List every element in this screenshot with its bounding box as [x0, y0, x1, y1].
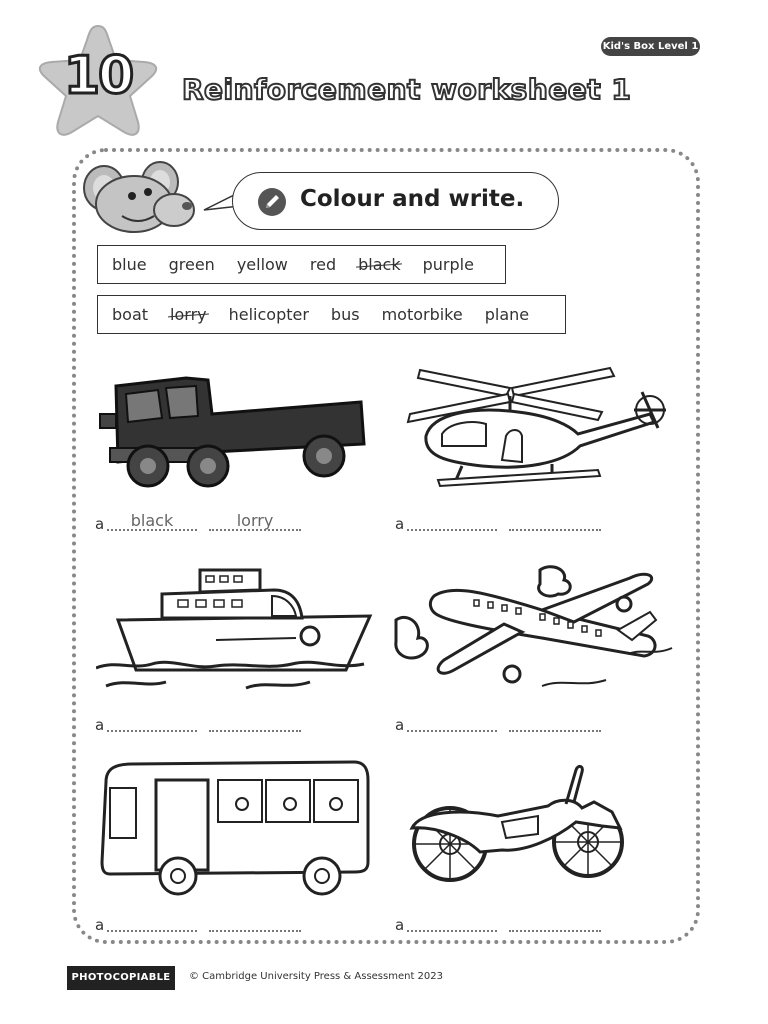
- colour-blank[interactable]: [407, 529, 497, 531]
- colour-word: green: [168, 255, 215, 274]
- colour-word: blue: [112, 255, 147, 274]
- colour-word: yellow: [236, 255, 288, 274]
- photocopiable-badge: PHOTOCOPIABLE: [67, 966, 175, 990]
- vehicle-blank[interactable]: [509, 930, 601, 932]
- article-label: a: [395, 916, 405, 934]
- colour-blank[interactable]: [107, 730, 197, 732]
- pencil-icon: [257, 187, 287, 217]
- unit-number: 10: [63, 46, 133, 106]
- article-label: a: [95, 716, 105, 734]
- vehicle-blank[interactable]: [509, 730, 601, 732]
- level-badge: Kid's Box Level 1: [601, 37, 700, 56]
- vehicle-word: motorbike: [381, 305, 463, 324]
- vehicle-answer: lorry: [236, 511, 274, 530]
- copyright-text: © Cambridge University Press & Assessment 2023: [189, 971, 444, 982]
- answer-line: [95, 716, 305, 736]
- colour-word: red: [309, 255, 337, 274]
- plane-picture: [392, 558, 682, 693]
- colour-answer: black: [130, 511, 174, 530]
- colour-blank[interactable]: [407, 730, 497, 732]
- answer-line: [95, 916, 305, 936]
- article-label: a: [395, 716, 405, 734]
- boat-picture: [96, 566, 378, 696]
- vehicle-word: helicopter: [228, 305, 309, 324]
- vehicle-word-crossed: lorry: [170, 305, 207, 324]
- unit-star: [34, 22, 162, 140]
- colour-word-bank: [97, 245, 506, 284]
- answer-line: [395, 916, 605, 936]
- article-label: a: [95, 916, 105, 934]
- answer-line: [395, 515, 605, 535]
- vehicle-word: boat: [112, 305, 149, 324]
- vehicle-word-bank: [97, 295, 566, 334]
- mouse-mascot-icon: [82, 160, 198, 238]
- article-label: a: [95, 515, 105, 533]
- instruction-text: Colour and write.: [300, 186, 525, 212]
- answer-line: [95, 511, 305, 535]
- colour-blank[interactable]: [407, 930, 497, 932]
- lorry-picture: [96, 366, 371, 491]
- vehicle-word: bus: [330, 305, 360, 324]
- vehicle-blank[interactable]: [209, 730, 301, 732]
- vehicle-word: plane: [484, 305, 530, 324]
- colour-word-crossed: black: [358, 255, 401, 274]
- helicopter-picture: [402, 362, 682, 497]
- colour-word: purple: [422, 255, 474, 274]
- motorbike-picture: [406, 762, 636, 890]
- vehicle-blank[interactable]: [509, 529, 601, 531]
- bus-picture: [96, 758, 371, 900]
- page-title: Reinforcement worksheet 1: [182, 73, 632, 106]
- article-label: a: [395, 515, 405, 533]
- vehicle-blank[interactable]: [209, 930, 301, 932]
- answer-line: [395, 716, 605, 736]
- colour-blank[interactable]: [107, 930, 197, 932]
